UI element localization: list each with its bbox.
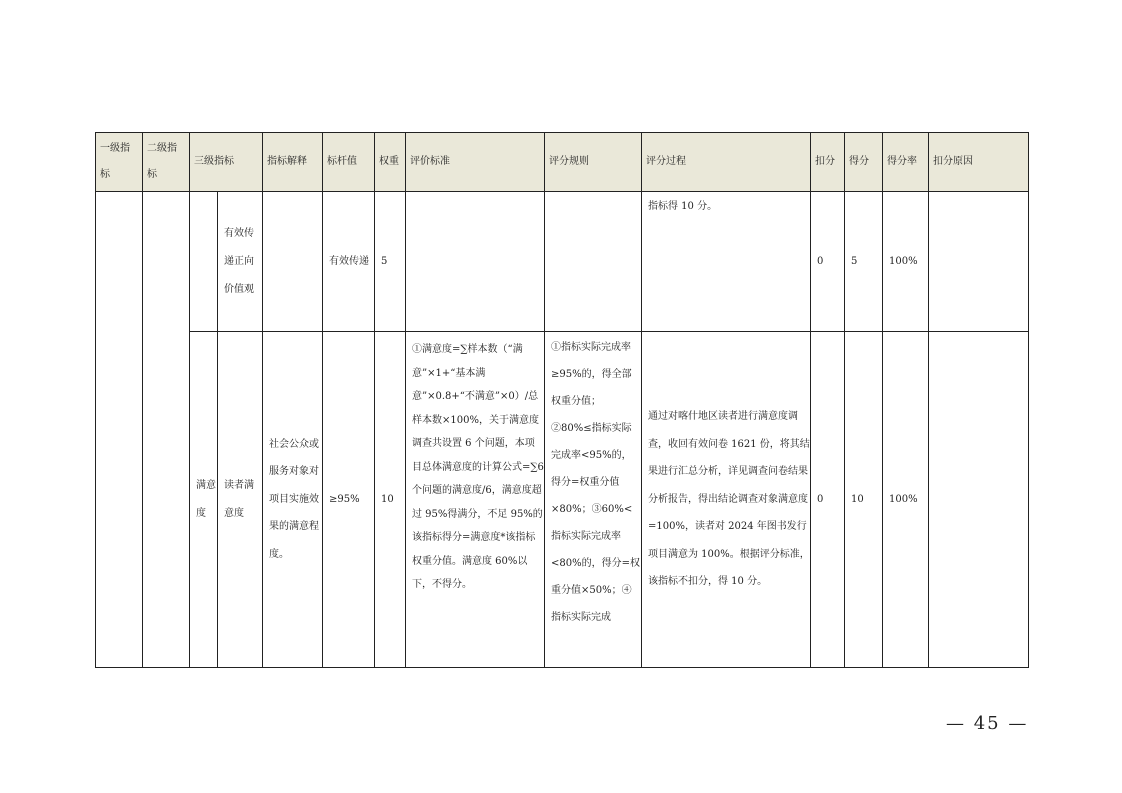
- level3a-cell: [190, 192, 218, 332]
- evaluation-table: [95, 132, 1029, 668]
- weight-cell: 10: [375, 332, 406, 668]
- table-row: [96, 192, 1029, 332]
- explain-cell: 社会公众或服务对象对项目实施效果的满意程度。: [263, 332, 323, 668]
- level3b-cell: 有效传递正向价值观: [218, 192, 263, 332]
- header-level3: 三级指标: [190, 133, 263, 192]
- benchmark-cell: 有效传递: [323, 192, 375, 332]
- rule-cell: [545, 192, 642, 332]
- header-explain: 指标解释: [263, 133, 323, 192]
- page-number: — 45 —: [946, 713, 1029, 734]
- level3a-cell: 满意度: [190, 332, 218, 668]
- process-cell: 指标得 10 分。: [642, 192, 811, 332]
- header-weight: 权重: [375, 133, 406, 192]
- level1-cell: [96, 192, 143, 668]
- score-cell: 5: [845, 192, 883, 332]
- header-process: 评分过程: [642, 133, 811, 192]
- rate-cell: 100%: [883, 192, 929, 332]
- level2-cell: [143, 192, 190, 668]
- header-standard: 评价标准: [406, 133, 545, 192]
- header-row: [96, 133, 1029, 192]
- weight-cell: 5: [375, 192, 406, 332]
- standard-cell: [406, 192, 545, 332]
- header-score: 得分: [845, 133, 883, 192]
- deduct-cell: 0: [811, 192, 845, 332]
- rule-cell: ①指标实际完成率≥95%的，得全部权重分值；②80%≤指标实际完成率<95%的，得分=权重分值×80%；③60%<指标实际完成率<80%的，得分=权重分值×50%；④指标实际完成: [545, 332, 642, 668]
- header-level1: 一级指标: [96, 133, 143, 192]
- header-benchmark: 标杆值: [323, 133, 375, 192]
- reason-cell: [929, 332, 1029, 668]
- standard-cell: ①满意度=∑样本数（“满意”×1+“基本满意”×0.8+“不满意”×0）/总样本数×100%，关于满意度调查共设置 6 个问题，本项目总体满意度的计算公式=∑6 个问题的满意度/6，满意度超过 95%得满分，不足 95%的该指标得分=满意度*该指标权重分值。满意度 60%以下，不得分。: [406, 332, 545, 668]
- header-deduct: 扣分: [811, 133, 845, 192]
- rate-cell: 100%: [883, 332, 929, 668]
- reason-cell: [929, 192, 1029, 332]
- header-rate: 得分率: [883, 133, 929, 192]
- level3b-cell: 读者满意度: [218, 332, 263, 668]
- explain-cell: [263, 192, 323, 332]
- header-rule: 评分规则: [545, 133, 642, 192]
- header-reason: 扣分原因: [929, 133, 1029, 192]
- deduct-cell: 0: [811, 332, 845, 668]
- table-row: [96, 332, 1029, 668]
- score-cell: 10: [845, 332, 883, 668]
- header-level2: 二级指标: [143, 133, 190, 192]
- process-cell: 通过对喀什地区读者进行满意度调查，收回有效问卷 1621 份，将其结果进行汇总分析，详见调查问卷结果分析报告，得出结论调查对象满意度=100%，读者对 2024 年图书发行项目满意为 100%。根据评分标准，该指标不扣分，得 10 分。: [642, 332, 811, 668]
- benchmark-cell: ≥95%: [323, 332, 375, 668]
